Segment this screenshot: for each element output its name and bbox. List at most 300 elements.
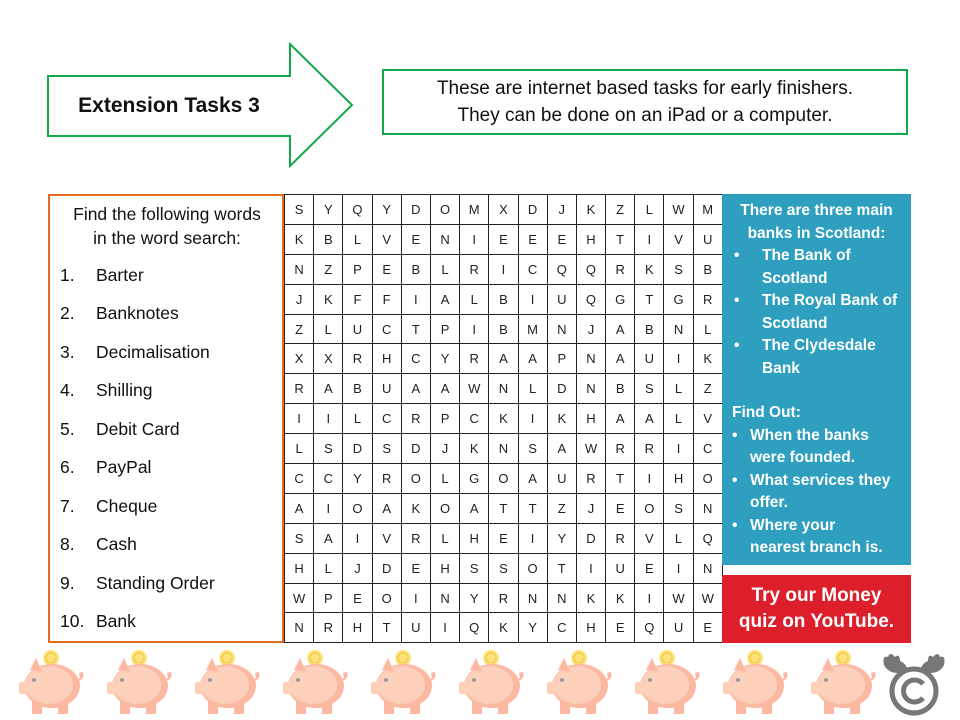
grid-cell[interactable]: R bbox=[285, 374, 314, 404]
grid-cell[interactable]: O bbox=[489, 464, 518, 494]
grid-cell[interactable]: A bbox=[314, 523, 343, 553]
grid-cell[interactable]: Q bbox=[576, 284, 605, 314]
grid-cell[interactable]: Z bbox=[547, 493, 576, 523]
grid-row bbox=[285, 583, 723, 613]
grid-cell[interactable]: I bbox=[314, 493, 343, 523]
grid-cell[interactable]: D bbox=[401, 434, 430, 464]
grid-cell[interactable]: R bbox=[576, 464, 605, 494]
bullet-icon: • bbox=[734, 337, 740, 354]
grid-cell[interactable]: O bbox=[635, 493, 664, 523]
grid-cell[interactable]: A bbox=[606, 344, 635, 374]
grid-cell[interactable]: L bbox=[664, 404, 693, 434]
grid-cell[interactable]: N bbox=[547, 583, 576, 613]
grid-cell[interactable]: S bbox=[460, 553, 489, 583]
grid-cell[interactable]: E bbox=[489, 523, 518, 553]
grid-cell[interactable]: I bbox=[664, 344, 693, 374]
grid-cell[interactable]: C bbox=[372, 404, 401, 434]
grid-cell[interactable]: B bbox=[489, 284, 518, 314]
grid-cell[interactable]: I bbox=[664, 434, 693, 464]
grid-cell[interactable]: R bbox=[635, 434, 664, 464]
piggy-bank-icon bbox=[278, 648, 348, 718]
grid-cell[interactable]: L bbox=[693, 314, 722, 344]
grid-cell[interactable]: C bbox=[401, 344, 430, 374]
word-number: 9. bbox=[60, 572, 75, 593]
word-text: Cash bbox=[96, 534, 137, 555]
grid-cell[interactable]: I bbox=[664, 553, 693, 583]
grid-cell[interactable]: I bbox=[635, 583, 664, 613]
intro-line: They can be done on an iPad or a computer. bbox=[457, 105, 833, 126]
grid-cell[interactable]: R bbox=[693, 284, 722, 314]
grid-cell[interactable]: U bbox=[547, 284, 576, 314]
grid-cell[interactable]: Z bbox=[285, 314, 314, 344]
piggy-bank-icon bbox=[806, 648, 876, 718]
word-search-grid[interactable] bbox=[284, 194, 723, 643]
grid-cell[interactable]: Q bbox=[576, 254, 605, 284]
find-out-text bbox=[750, 470, 905, 515]
grid-cell[interactable]: B bbox=[401, 254, 430, 284]
word-text: Decimalisation bbox=[96, 341, 210, 362]
grid-cell[interactable]: W bbox=[576, 434, 605, 464]
grid-cell[interactable]: C bbox=[372, 314, 401, 344]
bank-list-item bbox=[728, 335, 905, 380]
grid-cell[interactable]: V bbox=[664, 224, 693, 254]
grid-cell[interactable]: A bbox=[518, 344, 547, 374]
grid-cell[interactable]: C bbox=[518, 254, 547, 284]
grid-cell[interactable]: I bbox=[489, 254, 518, 284]
grid-row bbox=[285, 523, 723, 553]
piggy-bank-icon bbox=[366, 648, 436, 718]
grid-cell[interactable]: Y bbox=[547, 523, 576, 553]
grid-cell[interactable]: P bbox=[343, 254, 372, 284]
grid-cell[interactable]: X bbox=[314, 344, 343, 374]
grid-row bbox=[285, 344, 723, 374]
grid-cell[interactable]: A bbox=[430, 284, 459, 314]
grid-cell[interactable]: K bbox=[547, 404, 576, 434]
grid-cell[interactable]: Q bbox=[547, 254, 576, 284]
grid-cell[interactable]: L bbox=[343, 404, 372, 434]
grid-cell[interactable]: R bbox=[606, 523, 635, 553]
heading-line: in the word search: bbox=[93, 228, 241, 248]
grid-cell[interactable]: H bbox=[576, 613, 605, 643]
grid-row bbox=[285, 434, 723, 464]
grid-cell[interactable]: A bbox=[372, 493, 401, 523]
grid-row bbox=[285, 374, 723, 404]
grid-cell[interactable]: Y bbox=[314, 195, 343, 225]
grid-cell[interactable]: E bbox=[343, 583, 372, 613]
word-list-item bbox=[58, 372, 276, 411]
grid-cell[interactable]: W bbox=[460, 374, 489, 404]
bullet-icon: • bbox=[732, 426, 738, 444]
grid-cell[interactable]: H bbox=[372, 344, 401, 374]
grid-cell[interactable]: H bbox=[576, 224, 605, 254]
find-out-line: were founded. bbox=[750, 449, 856, 466]
bank-name-line: Scotland bbox=[762, 269, 828, 287]
grid-cell[interactable]: Q bbox=[693, 523, 722, 553]
grid-cell[interactable]: C bbox=[460, 404, 489, 434]
grid-cell[interactable]: S bbox=[489, 553, 518, 583]
grid-cell[interactable]: U bbox=[343, 314, 372, 344]
grid-cell[interactable]: L bbox=[635, 195, 664, 225]
grid-cell[interactable]: S bbox=[518, 434, 547, 464]
grid-cell[interactable]: N bbox=[576, 374, 605, 404]
grid-cell[interactable]: X bbox=[285, 344, 314, 374]
grid-cell[interactable]: P bbox=[430, 314, 459, 344]
grid-cell[interactable]: T bbox=[489, 493, 518, 523]
grid-cell[interactable]: N bbox=[693, 493, 722, 523]
word-list bbox=[58, 256, 276, 641]
grid-cell[interactable]: Y bbox=[460, 583, 489, 613]
grid-cell[interactable]: B bbox=[606, 374, 635, 404]
word-list-item bbox=[58, 449, 276, 488]
grid-cell[interactable]: N bbox=[285, 613, 314, 643]
grid-cell[interactable]: O bbox=[693, 464, 722, 494]
grid-cell[interactable]: A bbox=[285, 493, 314, 523]
grid-cell[interactable]: I bbox=[460, 224, 489, 254]
grid-cell[interactable]: O bbox=[343, 493, 372, 523]
grid-cell[interactable]: S bbox=[314, 434, 343, 464]
grid-cell[interactable]: X bbox=[489, 195, 518, 225]
grid-cell[interactable]: N bbox=[518, 583, 547, 613]
grid-cell[interactable]: L bbox=[664, 523, 693, 553]
intro-line: These are internet based tasks for early finishers. bbox=[436, 78, 854, 99]
word-number: 3. bbox=[60, 341, 75, 362]
grid-cell[interactable]: I bbox=[401, 583, 430, 613]
word-list-item bbox=[58, 295, 276, 334]
grid-cell[interactable]: S bbox=[664, 493, 693, 523]
word-text: Debit Card bbox=[96, 418, 180, 439]
grid-row bbox=[285, 254, 723, 284]
grid-cell[interactable]: K bbox=[576, 195, 605, 225]
grid-cell[interactable]: I bbox=[576, 553, 605, 583]
bank-name bbox=[762, 335, 905, 380]
grid-cell[interactable]: K bbox=[606, 583, 635, 613]
grid-cell[interactable]: I bbox=[343, 523, 372, 553]
grid-cell[interactable]: K bbox=[314, 284, 343, 314]
grid-cell[interactable]: R bbox=[372, 464, 401, 494]
grid-cell[interactable]: Q bbox=[460, 613, 489, 643]
grid-cell[interactable]: K bbox=[401, 493, 430, 523]
bullet-icon: • bbox=[732, 516, 738, 534]
grid-cell[interactable]: H bbox=[576, 404, 605, 434]
find-out-text bbox=[750, 515, 905, 560]
grid-cell[interactable]: M bbox=[518, 314, 547, 344]
find-out-line: nearest branch is. bbox=[750, 539, 883, 556]
find-out-item bbox=[728, 425, 905, 470]
grid-cell[interactable]: M bbox=[693, 195, 722, 225]
grid-cell[interactable]: D bbox=[343, 434, 372, 464]
grid-cell[interactable]: O bbox=[518, 553, 547, 583]
grid-cell[interactable]: K bbox=[489, 404, 518, 434]
grid-cell[interactable]: E bbox=[606, 613, 635, 643]
grid-cell[interactable]: P bbox=[547, 344, 576, 374]
grid-cell[interactable]: A bbox=[606, 314, 635, 344]
grid-cell[interactable]: T bbox=[635, 284, 664, 314]
grid-cell[interactable]: O bbox=[401, 464, 430, 494]
grid-cell[interactable]: R bbox=[343, 344, 372, 374]
grid-cell[interactable]: N bbox=[430, 583, 459, 613]
grid-cell[interactable]: E bbox=[489, 224, 518, 254]
grid-cell[interactable]: V bbox=[372, 523, 401, 553]
grid-cell[interactable]: P bbox=[314, 583, 343, 613]
grid-cell[interactable]: S bbox=[285, 523, 314, 553]
grid-cell[interactable]: R bbox=[401, 404, 430, 434]
grid-cell[interactable]: P bbox=[430, 404, 459, 434]
grid-cell[interactable]: D bbox=[518, 195, 547, 225]
grid-cell[interactable]: S bbox=[285, 195, 314, 225]
find-out-line: Where your bbox=[750, 516, 836, 534]
grid-cell[interactable]: B bbox=[343, 374, 372, 404]
bank-name-line: Scotland bbox=[762, 314, 828, 332]
grid-cell[interactable]: L bbox=[430, 464, 459, 494]
grid-cell[interactable]: U bbox=[693, 224, 722, 254]
grid-cell[interactable]: Q bbox=[343, 195, 372, 225]
grid-cell[interactable]: U bbox=[372, 374, 401, 404]
grid-cell[interactable]: M bbox=[460, 195, 489, 225]
grid-cell[interactable]: K bbox=[576, 583, 605, 613]
grid-cell[interactable]: O bbox=[430, 195, 459, 225]
grid-cell[interactable]: R bbox=[489, 583, 518, 613]
grid-cell[interactable]: N bbox=[547, 314, 576, 344]
grid-cell[interactable]: I bbox=[285, 404, 314, 434]
grid-cell[interactable]: V bbox=[693, 404, 722, 434]
grid-cell[interactable]: U bbox=[547, 464, 576, 494]
grid-cell[interactable]: A bbox=[314, 374, 343, 404]
grid-cell[interactable]: Z bbox=[606, 195, 635, 225]
word-list-panel bbox=[48, 194, 284, 643]
grid-cell[interactable]: D bbox=[372, 553, 401, 583]
grid-cell[interactable]: K bbox=[460, 434, 489, 464]
grid-cell[interactable]: G bbox=[460, 464, 489, 494]
word-list-item bbox=[58, 256, 276, 295]
grid-cell[interactable]: V bbox=[372, 224, 401, 254]
word-number: 2. bbox=[60, 303, 75, 324]
word-text: Standing Order bbox=[96, 572, 215, 593]
banks-heading bbox=[728, 200, 905, 245]
intro-box bbox=[382, 69, 908, 135]
grid-cell[interactable]: F bbox=[372, 284, 401, 314]
grid-cell[interactable]: N bbox=[664, 314, 693, 344]
word-number: 1. bbox=[60, 264, 75, 285]
quiz-line: quiz on YouTube. bbox=[738, 611, 895, 632]
grid-cell[interactable]: Y bbox=[518, 613, 547, 643]
piggy-bank-icon bbox=[718, 648, 788, 718]
grid-cell[interactable]: J bbox=[430, 434, 459, 464]
piggy-bank-icon bbox=[454, 648, 524, 718]
grid-cell[interactable]: L bbox=[343, 224, 372, 254]
word-text: Shilling bbox=[96, 380, 153, 401]
grid-cell[interactable]: R bbox=[460, 254, 489, 284]
bank-list-item bbox=[728, 245, 905, 290]
grid-cell[interactable]: B bbox=[693, 254, 722, 284]
grid-cell[interactable]: Z bbox=[693, 374, 722, 404]
grid-cell[interactable]: A bbox=[430, 374, 459, 404]
word-number: 5. bbox=[60, 418, 75, 439]
grid-cell[interactable]: H bbox=[430, 553, 459, 583]
grid-cell[interactable]: C bbox=[693, 434, 722, 464]
grid-cell[interactable]: I bbox=[460, 314, 489, 344]
word-number: 8. bbox=[60, 534, 75, 555]
grid-cell[interactable]: J bbox=[576, 314, 605, 344]
grid-cell[interactable]: Z bbox=[314, 254, 343, 284]
grid-cell[interactable]: S bbox=[664, 254, 693, 284]
grid-cell[interactable]: H bbox=[285, 553, 314, 583]
grid-cell[interactable]: E bbox=[693, 613, 722, 643]
grid-cell[interactable]: N bbox=[285, 254, 314, 284]
grid-cell[interactable]: D bbox=[576, 523, 605, 553]
grid-cell[interactable]: L bbox=[518, 374, 547, 404]
grid-row bbox=[285, 195, 723, 225]
grid-cell[interactable]: L bbox=[314, 314, 343, 344]
grid-cell[interactable]: V bbox=[635, 523, 664, 553]
grid-row bbox=[285, 464, 723, 494]
find-out-line: When the banks bbox=[750, 426, 869, 444]
bank-list-item bbox=[728, 290, 905, 335]
grid-cell[interactable]: G bbox=[606, 284, 635, 314]
grid-cell[interactable]: H bbox=[343, 613, 372, 643]
grid-cell[interactable]: H bbox=[460, 523, 489, 553]
grid-cell[interactable]: T bbox=[606, 224, 635, 254]
grid-cell[interactable]: J bbox=[285, 284, 314, 314]
grid-cell[interactable]: C bbox=[314, 464, 343, 494]
grid-cell[interactable]: W bbox=[693, 583, 722, 613]
grid-cell[interactable]: C bbox=[547, 613, 576, 643]
grid-cell[interactable]: A bbox=[518, 464, 547, 494]
word-number: 10. bbox=[60, 611, 85, 632]
word-text: Cheque bbox=[96, 495, 158, 516]
grid-cell[interactable]: S bbox=[372, 434, 401, 464]
grid-cell[interactable]: A bbox=[606, 404, 635, 434]
grid-cell[interactable]: L bbox=[285, 434, 314, 464]
youtube-quiz-banner[interactable] bbox=[722, 575, 911, 643]
grid-cell[interactable]: B bbox=[635, 314, 664, 344]
grid-cell[interactable]: R bbox=[460, 344, 489, 374]
grid-cell[interactable]: I bbox=[635, 224, 664, 254]
grid-cell[interactable]: U bbox=[635, 344, 664, 374]
find-out-heading: Find Out: bbox=[732, 404, 801, 421]
grid-cell[interactable]: E bbox=[606, 493, 635, 523]
bank-name-line: The Royal Bank of bbox=[762, 292, 898, 309]
word-list-item bbox=[58, 410, 276, 449]
grid-cell[interactable]: Q bbox=[635, 613, 664, 643]
grid-cell[interactable]: T bbox=[401, 314, 430, 344]
grid-cell[interactable]: F bbox=[343, 284, 372, 314]
grid-cell[interactable]: U bbox=[664, 613, 693, 643]
word-number: 6. bbox=[60, 457, 75, 478]
grid-cell[interactable]: N bbox=[489, 434, 518, 464]
grid-cell[interactable]: E bbox=[547, 224, 576, 254]
grid-cell[interactable]: K bbox=[489, 613, 518, 643]
grid-cell[interactable]: I bbox=[635, 464, 664, 494]
grid-cell[interactable]: T bbox=[547, 553, 576, 583]
word-list-heading bbox=[58, 202, 276, 250]
grid-cell[interactable]: U bbox=[401, 613, 430, 643]
grid-cell[interactable]: N bbox=[576, 344, 605, 374]
grid-cell[interactable]: H bbox=[664, 464, 693, 494]
grid-cell[interactable]: B bbox=[489, 314, 518, 344]
grid-cell[interactable]: R bbox=[314, 613, 343, 643]
grid-cell[interactable]: E bbox=[635, 553, 664, 583]
grid-cell[interactable]: T bbox=[518, 493, 547, 523]
grid-cell[interactable]: T bbox=[372, 613, 401, 643]
grid-cell[interactable]: Y bbox=[343, 464, 372, 494]
grid-cell[interactable]: I bbox=[314, 404, 343, 434]
bullet-icon: • bbox=[732, 471, 738, 489]
grid-cell[interactable]: I bbox=[518, 284, 547, 314]
grid-cell[interactable]: K bbox=[635, 254, 664, 284]
grid-cell[interactable]: J bbox=[343, 553, 372, 583]
grid-cell[interactable]: L bbox=[430, 254, 459, 284]
grid-cell[interactable]: I bbox=[401, 284, 430, 314]
grid-cell[interactable]: I bbox=[518, 523, 547, 553]
grid-cell[interactable]: U bbox=[606, 553, 635, 583]
grid-cell[interactable]: E bbox=[372, 254, 401, 284]
grid-cell[interactable]: I bbox=[518, 404, 547, 434]
grid-cell[interactable]: L bbox=[460, 284, 489, 314]
grid-cell[interactable]: A bbox=[401, 374, 430, 404]
word-text: PayPal bbox=[96, 457, 152, 478]
grid-cell[interactable]: Y bbox=[430, 344, 459, 374]
heading-line: banks in Scotland: bbox=[747, 224, 886, 242]
grid-cell[interactable]: W bbox=[664, 583, 693, 613]
grid-cell[interactable]: W bbox=[285, 583, 314, 613]
grid-cell[interactable]: L bbox=[430, 523, 459, 553]
bank-name bbox=[762, 290, 905, 335]
grid-cell[interactable]: G bbox=[664, 284, 693, 314]
grid-cell[interactable]: Y bbox=[372, 195, 401, 225]
grid-cell[interactable]: L bbox=[314, 553, 343, 583]
grid-cell[interactable]: R bbox=[401, 523, 430, 553]
grid-cell[interactable]: B bbox=[314, 224, 343, 254]
grid-cell[interactable]: A bbox=[635, 404, 664, 434]
piggy-bank-icon bbox=[542, 648, 612, 718]
grid-cell[interactable]: O bbox=[372, 583, 401, 613]
grid-cell[interactable]: A bbox=[489, 344, 518, 374]
bank-name-line: Bank bbox=[762, 359, 800, 377]
grid-cell[interactable]: I bbox=[430, 613, 459, 643]
grid-cell[interactable]: R bbox=[606, 254, 635, 284]
grid-cell[interactable]: E bbox=[518, 224, 547, 254]
grid-cell[interactable]: K bbox=[285, 224, 314, 254]
grid-cell[interactable]: L bbox=[664, 374, 693, 404]
grid-cell[interactable]: C bbox=[285, 464, 314, 494]
grid-cell[interactable]: N bbox=[693, 553, 722, 583]
grid-cell[interactable]: E bbox=[401, 553, 430, 583]
grid-cell[interactable]: N bbox=[489, 374, 518, 404]
grid-cell[interactable]: W bbox=[664, 195, 693, 225]
bank-name-line: The Bank of bbox=[762, 247, 851, 264]
grid-cell[interactable]: R bbox=[606, 434, 635, 464]
word-number: 7. bbox=[60, 495, 75, 516]
find-out-line: offer. bbox=[750, 494, 788, 511]
grid-cell[interactable]: A bbox=[547, 434, 576, 464]
grid-cell[interactable]: E bbox=[401, 224, 430, 254]
piggy-bank-icon bbox=[630, 648, 700, 718]
find-out-list bbox=[728, 425, 905, 560]
grid-cell[interactable]: A bbox=[460, 493, 489, 523]
grid-row bbox=[285, 553, 723, 583]
word-text: Bank bbox=[96, 611, 136, 632]
grid-cell[interactable]: O bbox=[430, 493, 459, 523]
grid-cell[interactable]: D bbox=[401, 195, 430, 225]
grid-cell[interactable]: S bbox=[635, 374, 664, 404]
grid-cell[interactable]: J bbox=[547, 195, 576, 225]
grid-cell[interactable]: K bbox=[693, 344, 722, 374]
piggy-bank-icon bbox=[14, 648, 84, 718]
grid-cell[interactable]: N bbox=[430, 224, 459, 254]
grid-cell[interactable]: D bbox=[547, 374, 576, 404]
grid-cell[interactable]: T bbox=[606, 464, 635, 494]
grid-cell[interactable]: J bbox=[576, 493, 605, 523]
